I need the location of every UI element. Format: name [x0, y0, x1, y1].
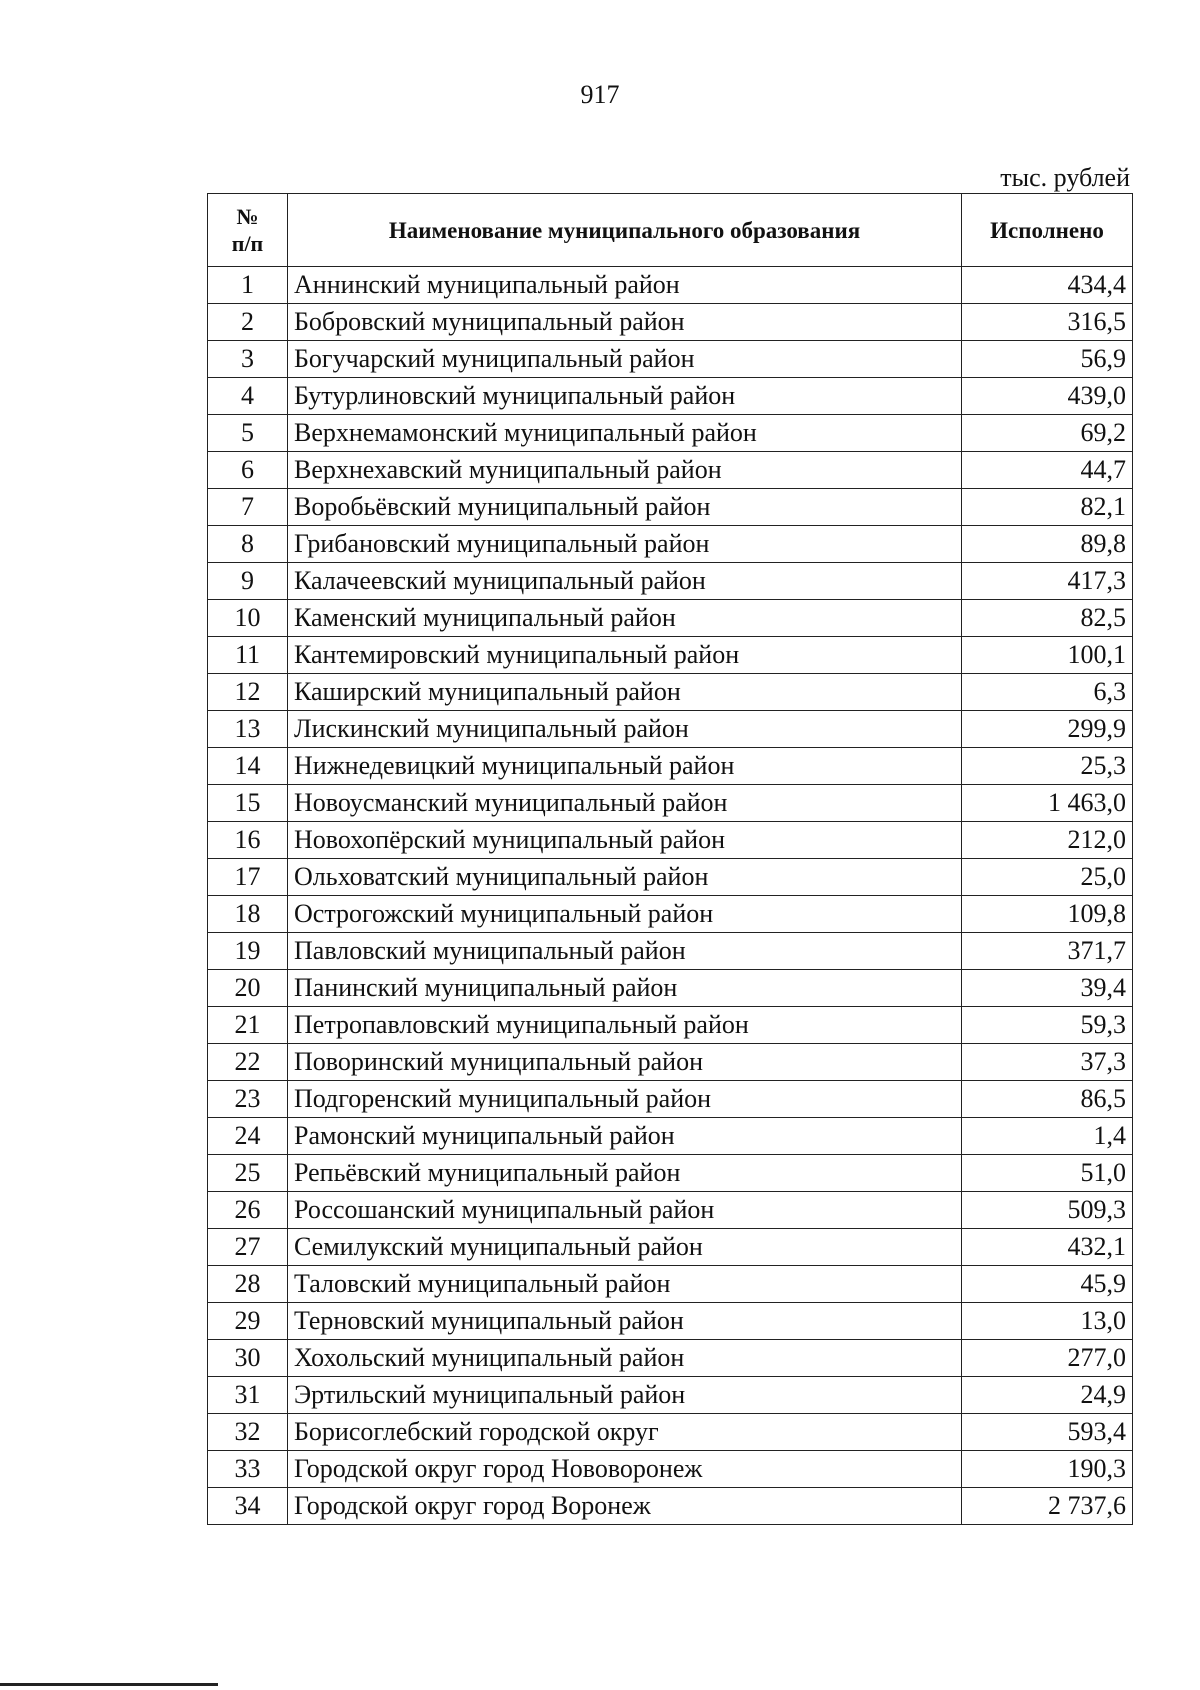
table-row: [208, 1266, 1133, 1303]
table-row: [208, 1340, 1133, 1377]
municipality-name: Верхнемамонский муниципальный район: [288, 415, 962, 452]
executed-amount: 69,2: [962, 415, 1133, 452]
table-row: [208, 1377, 1133, 1414]
row-number: 20: [208, 970, 288, 1007]
executed-amount: 56,9: [962, 341, 1133, 378]
table-row: [208, 304, 1133, 341]
executed-amount: 212,0: [962, 822, 1133, 859]
row-number: 26: [208, 1192, 288, 1229]
row-number: 34: [208, 1488, 288, 1525]
municipality-name: Терновский муниципальный район: [288, 1303, 962, 1340]
table-row: [208, 452, 1133, 489]
row-number: 22: [208, 1044, 288, 1081]
table-row: [208, 1044, 1133, 1081]
executed-amount: 25,3: [962, 748, 1133, 785]
row-number: 8: [208, 526, 288, 563]
executed-amount: 89,8: [962, 526, 1133, 563]
municipality-name: Новоусманский муниципальный район: [288, 785, 962, 822]
table-row: [208, 637, 1133, 674]
municipality-name: Богучарский муниципальный район: [288, 341, 962, 378]
executed-amount: 82,1: [962, 489, 1133, 526]
table-row: [208, 1192, 1133, 1229]
table-row: [208, 1118, 1133, 1155]
row-number: 2: [208, 304, 288, 341]
executed-amount: 13,0: [962, 1303, 1133, 1340]
executed-amount: 86,5: [962, 1081, 1133, 1118]
executed-amount: 371,7: [962, 933, 1133, 970]
row-number: 23: [208, 1081, 288, 1118]
municipality-name: Каширский муниципальный район: [288, 674, 962, 711]
table-row: [208, 563, 1133, 600]
municipality-name: Борисоглебский городской округ: [288, 1414, 962, 1451]
table-row: [208, 526, 1133, 563]
municipality-name: Россошанский муниципальный район: [288, 1192, 962, 1229]
row-number: 13: [208, 711, 288, 748]
municipality-name: Верхнехавский муниципальный район: [288, 452, 962, 489]
executed-amount: 277,0: [962, 1340, 1133, 1377]
table-row: [208, 489, 1133, 526]
row-number: 21: [208, 1007, 288, 1044]
table-row: [208, 1451, 1133, 1488]
municipal-execution-table: [207, 193, 1133, 1525]
municipality-name: Каменский муниципальный район: [288, 600, 962, 637]
table-row: [208, 1007, 1133, 1044]
executed-amount: 509,3: [962, 1192, 1133, 1229]
municipality-name: Ольховатский муниципальный район: [288, 859, 962, 896]
table-row: [208, 415, 1133, 452]
executed-amount: 37,3: [962, 1044, 1133, 1081]
table-row: [208, 267, 1133, 304]
table-row: [208, 341, 1133, 378]
executed-amount: 51,0: [962, 1155, 1133, 1192]
municipality-name: Бутурлиновский муниципальный район: [288, 378, 962, 415]
row-number: 7: [208, 489, 288, 526]
municipality-name: Панинский муниципальный район: [288, 970, 962, 1007]
executed-amount: 82,5: [962, 600, 1133, 637]
row-number: 3: [208, 341, 288, 378]
executed-amount: 45,9: [962, 1266, 1133, 1303]
executed-amount: 190,3: [962, 1451, 1133, 1488]
row-number: 18: [208, 896, 288, 933]
municipality-name: Грибановский муниципальный район: [288, 526, 962, 563]
row-number: 9: [208, 563, 288, 600]
header-number: № п/п: [208, 194, 288, 267]
executed-amount: 6,3: [962, 674, 1133, 711]
row-number: 28: [208, 1266, 288, 1303]
footnote-rule: [0, 1683, 218, 1686]
row-number: 14: [208, 748, 288, 785]
table-header: [208, 194, 1133, 267]
executed-amount: 1 463,0: [962, 785, 1133, 822]
table-row: [208, 378, 1133, 415]
municipality-name: Калачеевский муниципальный район: [288, 563, 962, 600]
row-number: 30: [208, 1340, 288, 1377]
row-number: 10: [208, 600, 288, 637]
row-number: 11: [208, 637, 288, 674]
municipality-name: Нижнедевицкий муниципальный район: [288, 748, 962, 785]
row-number: 12: [208, 674, 288, 711]
executed-amount: 1,4: [962, 1118, 1133, 1155]
table-row: [208, 859, 1133, 896]
municipality-name: Новохопёрский муниципальный район: [288, 822, 962, 859]
executed-amount: 593,4: [962, 1414, 1133, 1451]
table-row: [208, 785, 1133, 822]
table-row: [208, 1229, 1133, 1266]
municipality-name: Хохольский муниципальный район: [288, 1340, 962, 1377]
table-row: [208, 674, 1133, 711]
table-row: [208, 1155, 1133, 1192]
row-number: 1: [208, 267, 288, 304]
row-number: 5: [208, 415, 288, 452]
executed-amount: 2 737,6: [962, 1488, 1133, 1525]
table-row: [208, 1081, 1133, 1118]
executed-amount: 432,1: [962, 1229, 1133, 1266]
executed-amount: 44,7: [962, 452, 1133, 489]
page-number: 917: [580, 80, 620, 109]
municipality-name: Поворинский муниципальный район: [288, 1044, 962, 1081]
municipality-name: Острогожский муниципальный район: [288, 896, 962, 933]
table-row: [208, 711, 1133, 748]
municipality-name: Подгоренский муниципальный район: [288, 1081, 962, 1118]
table-body: [208, 267, 1133, 1525]
municipality-name: Таловский муниципальный район: [288, 1266, 962, 1303]
municipality-name: Репьёвский муниципальный район: [288, 1155, 962, 1192]
table-row: [208, 1303, 1133, 1340]
executed-amount: 24,9: [962, 1377, 1133, 1414]
units-label: тыс. рублей: [1000, 163, 1130, 192]
row-number: 4: [208, 378, 288, 415]
executed-amount: 109,8: [962, 896, 1133, 933]
row-number: 25: [208, 1155, 288, 1192]
municipality-name: Бобровский муниципальный район: [288, 304, 962, 341]
municipality-name: Эртильский муниципальный район: [288, 1377, 962, 1414]
table-row: [208, 822, 1133, 859]
municipality-name: Кантемировский муниципальный район: [288, 637, 962, 674]
table-row: [208, 896, 1133, 933]
executed-amount: 59,3: [962, 1007, 1133, 1044]
executed-amount: 417,3: [962, 563, 1133, 600]
row-number: 31: [208, 1377, 288, 1414]
header-value: Исполнено: [962, 194, 1133, 267]
row-number: 27: [208, 1229, 288, 1266]
row-number: 29: [208, 1303, 288, 1340]
row-number: 33: [208, 1451, 288, 1488]
table-row: [208, 1414, 1133, 1451]
municipality-name: Рамонский муниципальный район: [288, 1118, 962, 1155]
table-row: [208, 748, 1133, 785]
executed-amount: 434,4: [962, 267, 1133, 304]
row-number: 17: [208, 859, 288, 896]
executed-amount: 439,0: [962, 378, 1133, 415]
municipality-name: Городской округ город Нововоронеж: [288, 1451, 962, 1488]
municipality-name: Воробьёвский муниципальный район: [288, 489, 962, 526]
row-number: 6: [208, 452, 288, 489]
municipality-name: Семилукский муниципальный район: [288, 1229, 962, 1266]
table-row: [208, 933, 1133, 970]
header-row: [208, 194, 1133, 267]
header-name: Наименование муниципального образования: [288, 194, 962, 267]
row-number: 24: [208, 1118, 288, 1155]
municipality-name: Городской округ город Воронеж: [288, 1488, 962, 1525]
row-number: 32: [208, 1414, 288, 1451]
row-number: 15: [208, 785, 288, 822]
executed-amount: 316,5: [962, 304, 1133, 341]
row-number: 16: [208, 822, 288, 859]
municipality-name: Павловский муниципальный район: [288, 933, 962, 970]
table-row: [208, 1488, 1133, 1525]
row-number: 19: [208, 933, 288, 970]
table-row: [208, 600, 1133, 637]
municipality-name: Лискинский муниципальный район: [288, 711, 962, 748]
executed-amount: 25,0: [962, 859, 1133, 896]
executed-amount: 39,4: [962, 970, 1133, 1007]
table-row: [208, 970, 1133, 1007]
municipality-name: Аннинский муниципальный район: [288, 267, 962, 304]
municipality-name: Петропавловский муниципальный район: [288, 1007, 962, 1044]
executed-amount: 299,9: [962, 711, 1133, 748]
executed-amount: 100,1: [962, 637, 1133, 674]
